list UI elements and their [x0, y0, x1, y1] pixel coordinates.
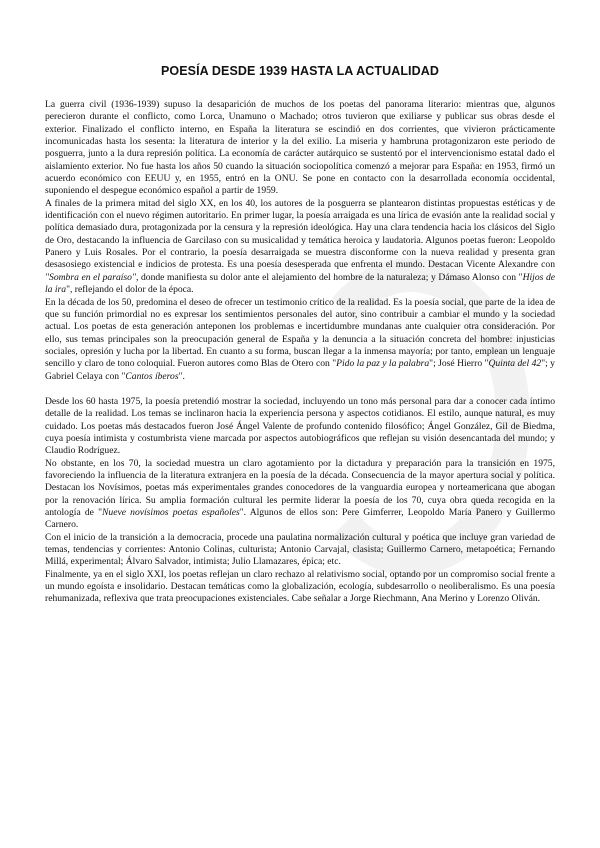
work-title: Cantos íberos: [125, 370, 179, 382]
paragraph-text: ", reflejando el dolor de la época.: [66, 284, 194, 296]
page-title: POESÍA DESDE 1939 HASTA LA ACTUALIDAD: [160, 64, 440, 78]
paragraph-text: A finales de la primera mitad del siglo XX, en los 40, los autores de la posguerra se plantearon distintas propuestas estéticas y de identificación con el nuevo régimen autoritario. En primer lugar, la poesía arraigada es una lírica de evasión ante la realidad social y política demasiado dura, protagonizada por la censura y la represión ideológica. Hay una clara tendencia hacia los clásicos del Siglo de Oro, destacando la influencia de Garcilaso con su musicalidad y temática heroica y laudatoria. Algunos poetas fueron: Leopoldo Panero y Luis Rosales. Por el contrario, la poesía desarraigada se muestra disconforme con la nueva realidad y presenta gran desasosiego existencial e indicios de protesta. Es una poesía desesperada que enfrenta el mundo. Destacan Vicente Alexandre con: [45, 197, 555, 271]
paragraph-text: "; y Gabriel Celaya con ": [45, 358, 555, 382]
paragraph-transition: [45, 532, 555, 569]
paragraph-civil-war: [45, 99, 555, 198]
work-title: "Sombra en el paraíso": [45, 271, 136, 283]
work-title: Pido la paz y la palabra: [336, 358, 430, 370]
paragraph-text: En la década de los 50, predomina el deseo de ofrecer un testimonio crítico de la realidad. Es la poesía social, que parte de la idea de que su función primordial no es expresar los sentimientos personales del autor, sino contribuir a cambiar el mundo y la sociedad actual. Los poetas de esta generación anteponen los problemas e incertidumbre mundanas ante cualquier otra consideración. Por ello, sus temas principales son la preocupación general de España y la denuncia a la situación concreta del hombre: injusticias sociales, opresión y lucha por la libertad. En cuanto a su forma, buscan llegar a la inmensa mayoría; por tanto, emplean un lenguaje sencillo y claro de tono coloquial. Fueron autores como Blas de Otero con ": [45, 296, 555, 370]
paragraph-text: Desde los 60 hasta 1975, la poesía pretendió mostrar la sociedad, incluyendo un tono más personal para dar a conocer cada íntimo detalle de la realidad. Los temas se inclinaron hacia la experiencia persona y aspectos cotidianos. El estilo, aunque natural, es muy cuidado. Los poetas más destacados fueron José Ángel Valente de profundo contenido filosófico; Ángel González, Gil de Biedma, cuya poesía intimista y costumbrista viene marcada por aspectos autobiográficos que reflejan su visión desencantada del mundo; y Claudio Rodríguez.: [45, 395, 555, 457]
work-title: Quinta del 42: [488, 358, 542, 370]
paragraph-text: Con el inicio de la transición a la democracia, procede una paulatina normalización cultural y poética que incluye gran variedad de temas, tendencias y corrientes: Antonio Colinas, culturista; Antonio Carvajal, clasista; Guillermo Carnero, metapoética; Fernando Millá, experimental; Álvaro Salvador, intimista; Julio Llamazares, épica; etc.: [45, 531, 555, 568]
paragraph-seventies: [45, 458, 555, 532]
work-title: Hijos de la ira: [45, 271, 555, 296]
paragraph-text: , donde manifiesta su dolor ante el alejamiento del hombre de la naturaleza; y Dámaso Alonso con ": [135, 271, 523, 283]
paragraph-text: La guerra civil (1936-1939) supuso la desaparición de muchos de los poetas del panorama literario: mientras que, algunos perecieron durante el conflicto, como Lorca, Unamuno o Machado; otros tuvieron que exiliarse y publicar sus obras desde el exterior. Finalizado el conflicto interno, en España la literatura se escindió en dos corrientes, que vivieron prácticamente incomunicadas hasta los sesenta: la literatura de interior y la del exilio. La miseria y hambruna protagonizaron este periodo de posguerra, junto a la dura represión política. La economía de carácter autárquico se sustentó por el intervencionismo estatal dado el aislamiento exterior. No fue hasta los años 50 cuando la situación sociopolítica comenzó a mejorar para España: en 1953, firmó un acuerdo económico con EEUU y, en 1955, entró en la ONU. Se pone en contacto con la desarrollada economía occidental, suponiendo el despegue económico español a partir de 1959.: [45, 99, 555, 197]
paragraph-text: ".: [178, 370, 185, 382]
paragraph-fifties: [45, 297, 555, 383]
paragraph-sixties: [45, 396, 555, 458]
paragraph-text: No obstante, en los 70, la sociedad muestra un claro agotamiento por la dictadura y preparación para la transición en 1975, favoreciendo la influencia de la literatura extranjera en la poesía de la década. Consecuencia de la mayor apertura social y política. Destacan los Novísimos, poetas más experimentales grandes conocedores de la vanguardia europea y norteamericana que abogan por la renovación lírica. Su amplia formación cultural les permite liderar la poesía de los 70, cuya obra queda recogida en la antología de ": [45, 457, 555, 518]
paragraph-twenty-first-century: [45, 569, 555, 606]
paragraph-text: ". Algunos de ellos son: Pere Gimferrer, Leopoldo María Panero y Guillermo Carnero.: [45, 507, 556, 531]
paragraph-text: "; José Hierro ": [429, 358, 489, 370]
work-title: Nueve novísimos poetas españoles: [102, 507, 240, 518]
paragraph-forties: [45, 198, 555, 297]
document-page: [45, 64, 555, 606]
paragraph-text: Finalmente, ya en el siglo XXI, los poetas reflejan un claro rechazo al relativismo social, optando por un compromiso social frente a un mundo egoísta e insolidario. Destacan temáticas como la globalización, ecología, subdesarrollo o neoliberalismo. Es una poesía rehumanizada, reflexiva que trata preocupaciones existenciales. Cabe señalar a Jorge Riechmann, Ana Merino y Lorenzo Oliván.: [45, 568, 555, 605]
